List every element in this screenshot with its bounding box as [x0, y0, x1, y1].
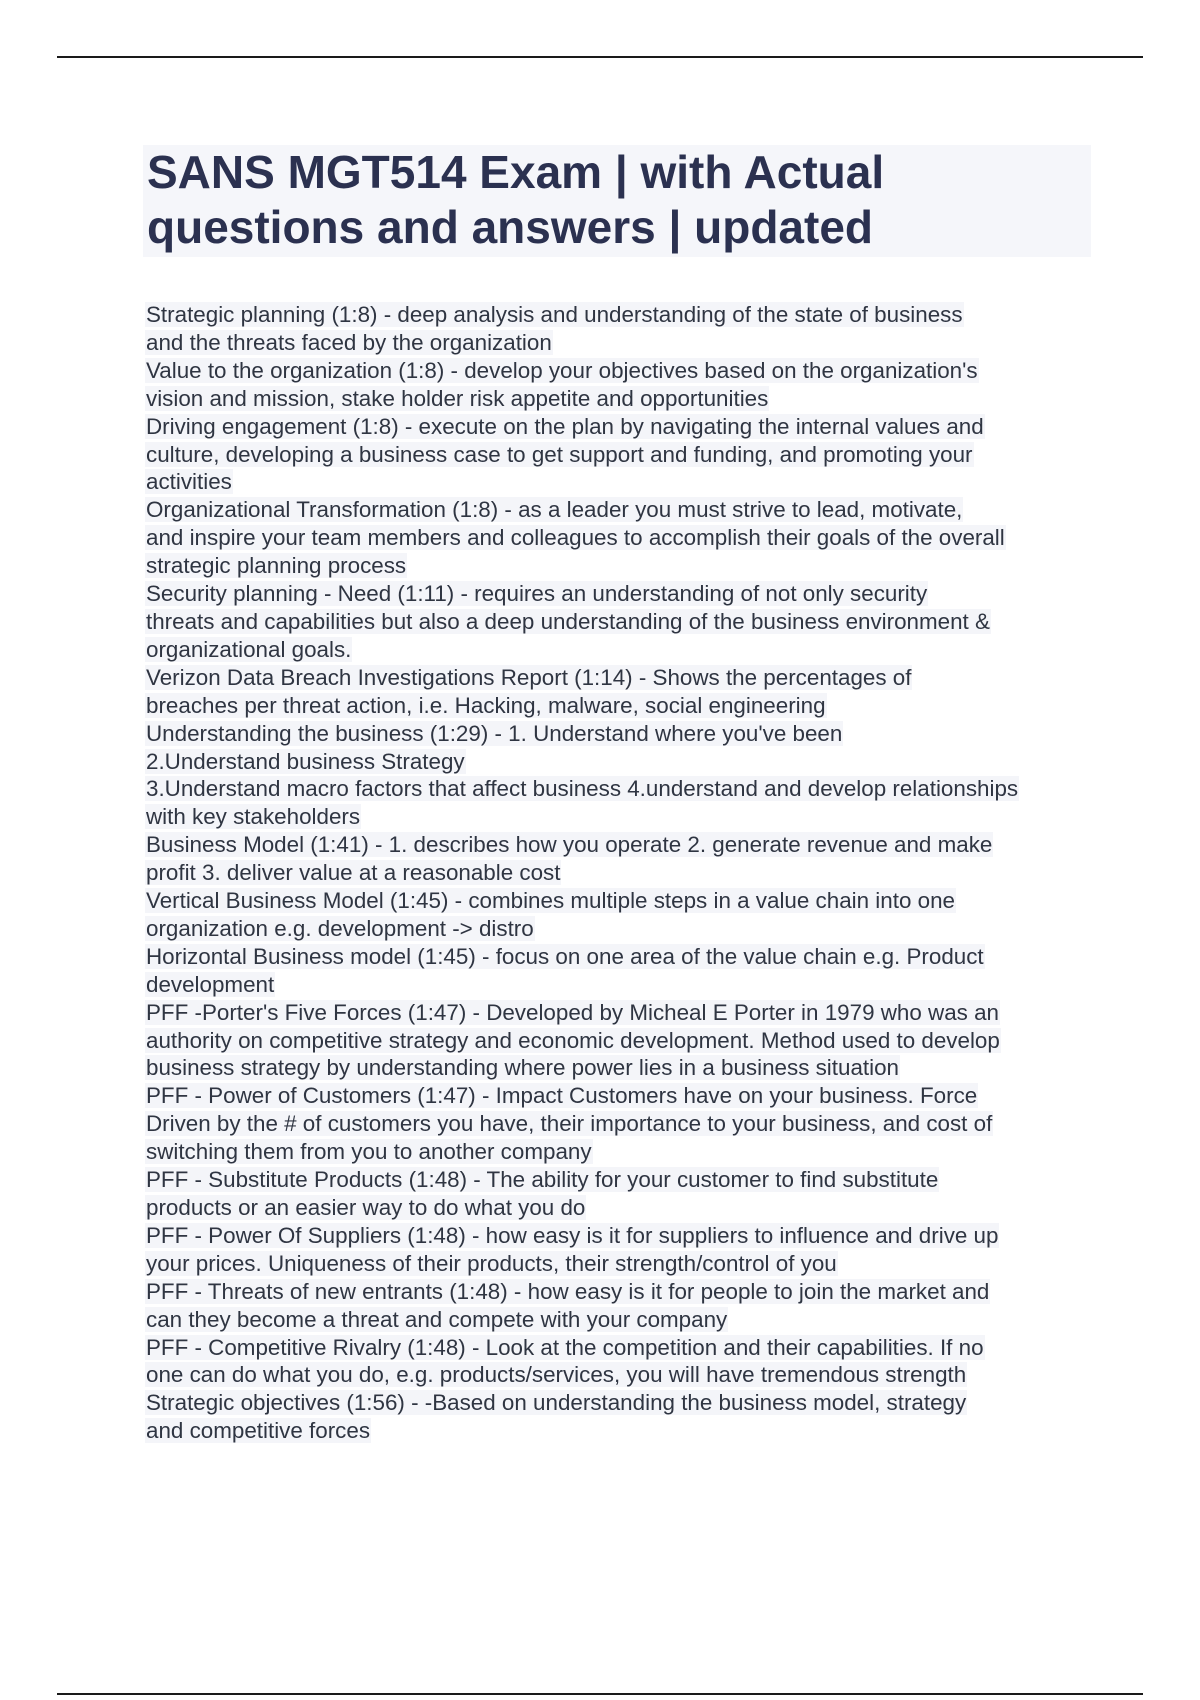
footer-rule	[57, 1693, 1143, 1695]
text-line-content: your prices. Uniqueness of their products, their strength/control of you	[146, 1250, 837, 1276]
text-line	[145, 999, 1095, 1027]
text-line	[145, 468, 1095, 496]
text-line-content: activities	[146, 469, 232, 495]
text-line-content: with key stakeholders	[146, 804, 361, 830]
text-line	[145, 524, 1095, 552]
text-line-content: Understanding the business (1:29) - 1. Understand where you've been	[146, 720, 843, 746]
title-line: questions and answers | updated	[147, 201, 874, 253]
text-line	[145, 1138, 1095, 1166]
text-line-content: vision and mission, stake holder risk appetite and opportunities	[146, 385, 769, 411]
text-line	[145, 441, 1095, 469]
text-line-content: can they become a threat and compete with your company	[146, 1306, 728, 1332]
text-line-content: organization e.g. development -> distro	[146, 915, 534, 941]
text-line	[145, 385, 1095, 413]
text-line-content: PFF - Threats of new entrants (1:48) - how easy is it for people to join the market and	[146, 1278, 990, 1304]
text-line	[145, 496, 1095, 524]
text-line-content: threats and capabilities but also a deep understanding of the business environment &	[146, 608, 990, 634]
text-line	[145, 329, 1095, 357]
text-line-content: and the threats faced by the organization	[146, 329, 552, 355]
text-line	[145, 1361, 1095, 1389]
text-line	[145, 301, 1095, 329]
text-line	[145, 943, 1095, 971]
text-line-content: business strategy by understanding where power lies in a business situation	[146, 1055, 900, 1081]
text-line-content: strategic planning process	[146, 553, 407, 579]
text-line	[145, 803, 1095, 831]
text-line	[145, 636, 1095, 664]
text-line-content: PFF - Substitute Products (1:48) - The ability for your customer to find substitute	[146, 1167, 939, 1193]
text-line-content: profit 3. deliver value at a reasonable cost	[146, 860, 561, 886]
text-line	[145, 1278, 1095, 1306]
text-line-content: Driving engagement (1:8) - execute on the plan by navigating the internal values and	[146, 413, 984, 439]
text-line-content: breaches per threat action, i.e. Hacking, malware, social engineering	[146, 692, 826, 718]
text-line	[145, 1306, 1095, 1334]
text-line	[145, 1389, 1095, 1417]
text-line	[145, 1417, 1095, 1445]
text-line-content: Organizational Transformation (1:8) - as a leader you must strive to lead, motivate,	[146, 497, 963, 523]
title-block	[143, 145, 1091, 257]
text-line	[145, 887, 1095, 915]
page-title	[143, 145, 1091, 255]
text-line-content: switching them from you to another company	[146, 1139, 592, 1165]
text-line-content: products or an easier way to do what you do	[146, 1195, 586, 1220]
text-line-content: 2.Understand business Strategy	[146, 748, 465, 774]
text-line-content: organizational goals.	[146, 636, 352, 662]
text-line-content: and competitive forces	[146, 1418, 371, 1444]
text-line-content: 3.Understand macro factors that affect business 4.understand and develop relationships	[146, 776, 1019, 802]
text-line	[145, 748, 1095, 776]
text-line	[145, 1250, 1095, 1278]
text-line	[145, 1334, 1095, 1362]
text-line	[145, 1194, 1095, 1222]
text-line-content: Value to the organization (1:8) - develop your objectives based on the organization's	[146, 357, 978, 383]
text-line	[145, 775, 1095, 803]
text-line-content: Strategic planning (1:8) - deep analysis and understanding of the state of business	[146, 302, 963, 327]
text-line	[145, 1054, 1095, 1082]
text-line-content: PFF -Porter's Five Forces (1:47) - Developed by Micheal E Porter in 1979 who was an	[146, 999, 999, 1025]
text-line	[145, 664, 1095, 692]
text-line	[145, 1110, 1095, 1138]
text-line-content: PFF - Power of Customers (1:47) - Impact Customers have on your business. Force	[146, 1083, 978, 1109]
text-line-content: Driven by the # of customers you have, their importance to your business, and cost of	[146, 1111, 993, 1137]
text-line-content: PFF - Power Of Suppliers (1:48) - how easy is it for suppliers to influence and drive up	[146, 1222, 999, 1248]
text-line	[145, 859, 1095, 887]
text-line-content: culture, developing a business case to get support and funding, and promoting your	[146, 441, 973, 467]
title-line: SANS MGT514 Exam | with Actual	[147, 146, 885, 198]
text-line	[145, 831, 1095, 859]
text-line	[145, 915, 1095, 943]
text-line	[145, 1166, 1095, 1194]
text-line-content: Horizontal Business model (1:45) - focus on one area of the value chain e.g. Product	[146, 943, 984, 969]
text-line-content: one can do what you do, e.g. products/services, you will have tremendous strength	[146, 1362, 967, 1388]
text-line	[145, 971, 1095, 999]
qa-content	[145, 301, 1095, 1445]
header-rule	[57, 56, 1143, 58]
text-line	[145, 1082, 1095, 1110]
text-line-content: development	[146, 971, 275, 997]
text-line	[145, 1027, 1095, 1055]
text-line	[145, 580, 1095, 608]
text-line-content: authority on competitive strategy and economic development. Method used to develop	[146, 1027, 1000, 1053]
text-line-content: Business Model (1:41) - 1. describes how you operate 2. generate revenue and make	[146, 832, 993, 858]
text-line-content: Vertical Business Model (1:45) - combines multiple steps in a value chain into one	[146, 888, 955, 914]
text-line	[145, 413, 1095, 441]
text-line-content: and inspire your team members and colleagues to accomplish their goals of the overall	[146, 525, 1005, 551]
text-line	[145, 357, 1095, 385]
text-line-content: Verizon Data Breach Investigations Report (1:14) - Shows the percentages of	[146, 664, 912, 690]
text-line	[145, 692, 1095, 720]
text-line	[145, 720, 1095, 748]
text-line	[145, 1222, 1095, 1250]
text-line	[145, 608, 1095, 636]
text-line-content: Strategic objectives (1:56) - -Based on understanding the business model, strategy	[146, 1390, 967, 1416]
text-line	[145, 552, 1095, 580]
text-line-content: Security planning - Need (1:11) - requires an understanding of not only security	[146, 581, 928, 607]
text-line-content: PFF - Competitive Rivalry (1:48) - Look at the competition and their capabilities. If no	[146, 1334, 984, 1360]
